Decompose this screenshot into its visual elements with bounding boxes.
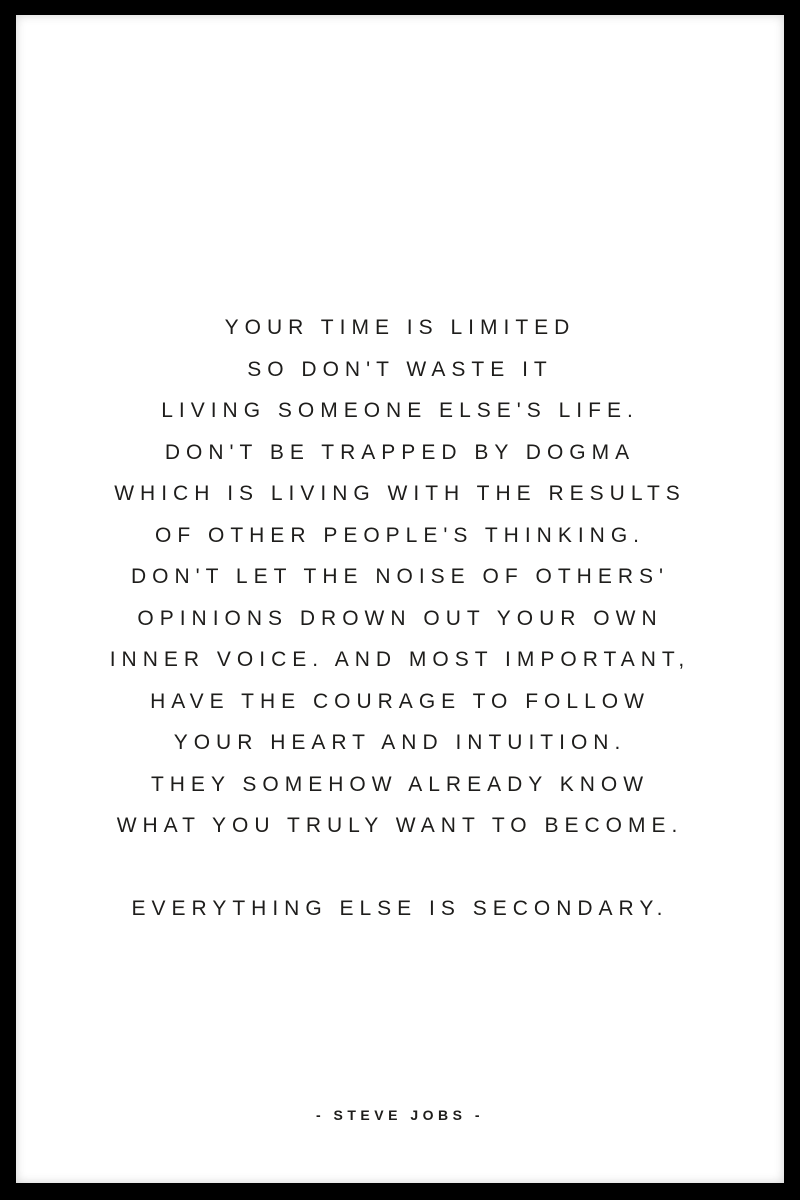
quote-line: DON'T LET THE NOISE OF OTHERS' [130, 565, 670, 588]
quote-line: SO DON'T WASTE IT [247, 357, 553, 381]
quote-line: OPINIONS DROWN OUT YOUR OWN [137, 606, 663, 630]
quote-line: HAVE THE COURAGE TO FOLLOW [150, 689, 650, 713]
attribution: - STEVE JOBS - [315, 1107, 485, 1123]
quote-block [16, 307, 784, 930]
quote-line: THEY SOMEHOW ALREADY KNOW [150, 772, 650, 796]
quote-line: WHICH IS LIVING WITH THE RESULTS [114, 482, 686, 505]
quote-line: LIVING SOMEONE ELSE'S LIFE. [161, 399, 639, 422]
quote-line: YOUR HEART AND INTUITION. [173, 731, 627, 754]
quote-line: YOUR TIME IS LIMITED [224, 316, 576, 339]
quote-line: WHAT YOU TRULY WANT TO BECOME. [116, 814, 684, 837]
quote-line: DON'T BE TRAPPED BY DOGMA [164, 440, 636, 464]
poster-background [16, 15, 784, 1183]
quote-line: INNER VOICE. AND MOST IMPORTANT, [109, 648, 691, 671]
quote-line: OF OTHER PEOPLE'S THINKING. [154, 523, 645, 547]
closing-line: EVERYTHING ELSE IS SECONDARY. [131, 897, 669, 920]
